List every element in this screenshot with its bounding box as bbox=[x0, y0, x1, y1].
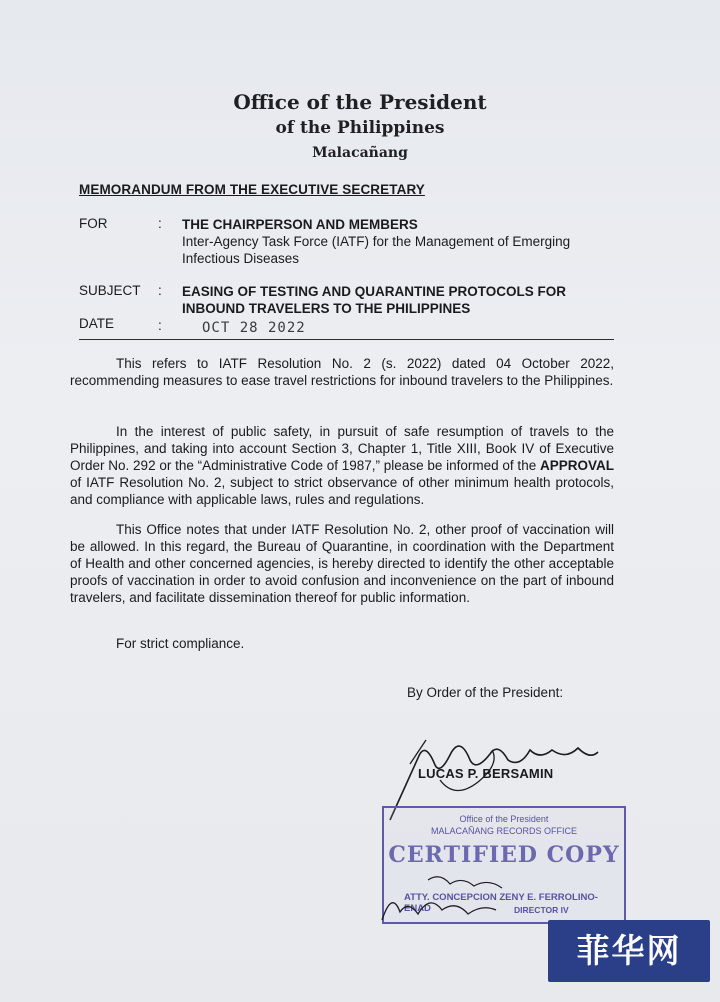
for-line3: Infectious Diseases bbox=[182, 251, 300, 266]
by-order-line: By Order of the President: bbox=[407, 685, 564, 700]
for-line2: Inter-Agency Task Force (IATF) for the Management of Emerging bbox=[182, 234, 571, 249]
for-label: FOR bbox=[79, 216, 108, 231]
approval-emphasis: APPROVAL bbox=[539, 458, 614, 473]
paragraph-4: For strict compliance. bbox=[116, 636, 245, 651]
stamp-officer-name: ATTY. CONCEPCION ZENY E. FERROLINO-ENAD bbox=[404, 892, 598, 914]
paragraph-2 bbox=[70, 423, 614, 508]
subject-colon: : bbox=[158, 283, 162, 298]
paragraph-3: This Office notes that under IATF Resolution No. 2, other proof of vaccination will be allowed. In this regard, the Bureau of Quarantine, in coordination with the Department of Health and other concerned agencies, is hereby directed to identify the other acceptable proofs of vaccination in order to avoid confusion and inconvenience on the part of inbound travelers, and facilitate dissemination thereof for public information. bbox=[70, 522, 614, 605]
stamp-certified-copy: CERTIFIED COPY bbox=[388, 842, 620, 868]
header-palace: Malacañang bbox=[312, 145, 408, 161]
date-colon: : bbox=[158, 318, 162, 333]
date-stamp: OCT 28 2022 bbox=[202, 320, 306, 336]
for-addressee: THE CHAIRPERSON AND MEMBERS bbox=[182, 217, 418, 232]
header-office: Office of the President bbox=[233, 90, 487, 114]
initials-signature bbox=[378, 870, 518, 922]
paragraph-1: This refers to IATF Resolution No. 2 (s. 2022) dated 04 October 2022, recommending measures to ease travel restrictions for inbound travelers to the Philippines. bbox=[70, 356, 614, 388]
header-divider bbox=[79, 339, 614, 340]
date-label: DATE bbox=[79, 316, 115, 331]
stamp-records-office: MALACAÑANG RECORDS OFFICE bbox=[430, 826, 578, 836]
certified-copy-stamp bbox=[382, 806, 626, 924]
subject-line2: INBOUND TRAVELERS TO THE PHILIPPINES bbox=[182, 301, 471, 316]
paragraph-2-part-a: In the interest of public safety, in pursuit of safe resumption of travels to the Philippines, and taking into account Section 3, Chapter 1, Title XIII, Book IV of Executive Order No. 292 or the “Administrative Code of 1987,” please be informed of the bbox=[70, 424, 614, 473]
subject-line1: EASING OF TESTING AND QUARANTINE PROTOCOLS FOR bbox=[182, 284, 567, 299]
subject-value bbox=[182, 283, 566, 317]
header-country: of the Philippines bbox=[275, 118, 445, 138]
subject-label: SUBJECT bbox=[79, 283, 141, 298]
watermark-logo: 菲华网 bbox=[548, 920, 710, 982]
stamp-office: Office of the President bbox=[459, 814, 549, 824]
paragraph-2-part-b: of IATF Resolution No. 2, subject to strict observance of other minimum health protocols, and compliance with applicable laws, rules and regulations. bbox=[70, 475, 614, 507]
stamp-officer-title: DIRECTOR IV bbox=[514, 905, 569, 915]
memo-title: MEMORANDUM FROM THE EXECUTIVE SECRETARY bbox=[79, 182, 425, 197]
for-value bbox=[182, 216, 570, 267]
for-colon: : bbox=[158, 216, 162, 231]
signatory-name: LUCAS P. BERSAMIN bbox=[418, 766, 554, 781]
